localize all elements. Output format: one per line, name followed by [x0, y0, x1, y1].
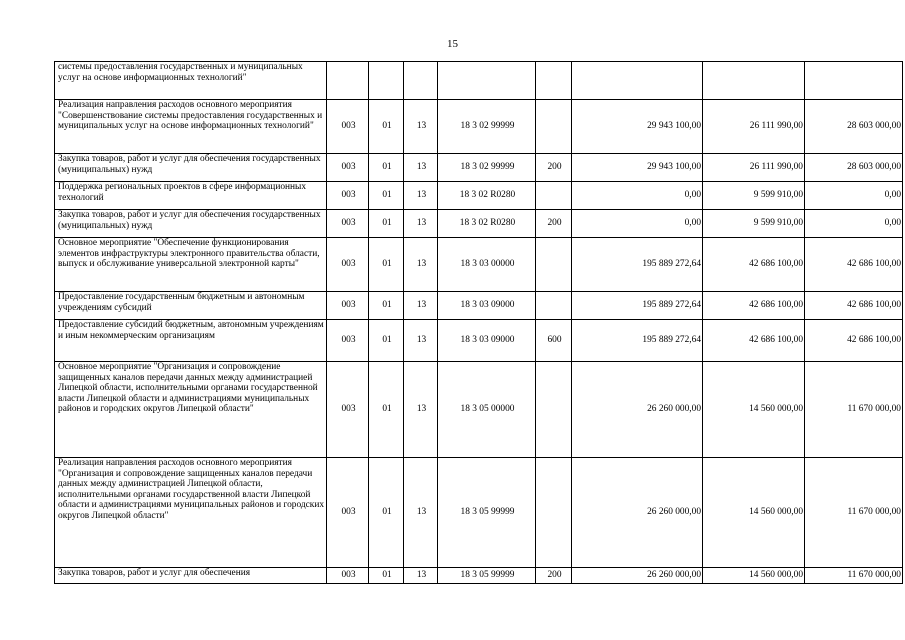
cell-amount-year1: 0,00	[572, 210, 703, 238]
cell-subsection: 13	[404, 100, 438, 154]
cell-amount-year2: 26 111 990,00	[703, 154, 805, 182]
cell-amount-year2: 42 686 100,00	[703, 320, 805, 362]
table-row	[55, 362, 903, 458]
row-description: системы предоставления государственных и муниципальных услуг на основе информационных технологий"	[55, 62, 327, 100]
cell-grbs-code: 003	[327, 210, 369, 238]
cell-amount-year2: 9 599 910,00	[703, 182, 805, 210]
table-row	[55, 154, 903, 182]
cell-expense-type: 200	[536, 568, 572, 584]
cell-target-article: 18 3 02 R0280	[438, 182, 536, 210]
cell-expense-type	[536, 100, 572, 154]
cell-amount-year2: 14 560 000,00	[703, 362, 805, 458]
page-number: 15	[447, 38, 458, 50]
cell-grbs-code	[327, 62, 369, 100]
cell-grbs-code: 003	[327, 182, 369, 210]
cell-target-article: 18 3 02 99999	[438, 154, 536, 182]
cell-grbs-code: 003	[327, 292, 369, 320]
cell-amount-year1: 195 889 272,64	[572, 238, 703, 292]
cell-expense-type	[536, 238, 572, 292]
table-row	[55, 210, 903, 238]
cell-amount-year2	[703, 62, 805, 100]
cell-grbs-code: 003	[327, 238, 369, 292]
cell-expense-type	[536, 182, 572, 210]
table-row	[55, 320, 903, 362]
cell-amount-year1: 195 889 272,64	[572, 292, 703, 320]
cell-amount-year1	[572, 62, 703, 100]
cell-subsection	[404, 62, 438, 100]
cell-subsection: 13	[404, 154, 438, 182]
budget-table	[54, 61, 903, 584]
cell-target-article: 18 3 03 09000	[438, 320, 536, 362]
cell-amount-year1: 0,00	[572, 182, 703, 210]
row-description: Реализация направления расходов основного мероприятия "Организация и сопровождение защищенных каналов передачи данных между администрацией Липецкой области, исполнительными органами государственной власти Липецкой области и администрациями муниципальных районов и городских округов Липецкой области"	[55, 458, 327, 568]
row-description: Поддержка региональных проектов в сфере информационных технологий	[55, 182, 327, 210]
cell-section: 01	[369, 154, 404, 182]
cell-target-article: 18 3 03 00000	[438, 238, 536, 292]
table-row	[55, 458, 903, 568]
cell-amount-year1: 26 260 000,00	[572, 568, 703, 584]
cell-amount-year3: 0,00	[805, 210, 903, 238]
cell-section: 01	[369, 100, 404, 154]
cell-amount-year3: 28 603 000,00	[805, 154, 903, 182]
cell-amount-year3: 0,00	[805, 182, 903, 210]
cell-amount-year3: 42 686 100,00	[805, 320, 903, 362]
cell-target-article	[438, 62, 536, 100]
cell-subsection: 13	[404, 182, 438, 210]
row-description: Основное мероприятие "Обеспечение функционирования элементов инфраструктуры электронного правительства области, выпуск и обслуживание универсальной электронной карты"	[55, 238, 327, 292]
row-description: Закупка товаров, работ и услуг для обеспечения государственных (муниципальных) нужд	[55, 154, 327, 182]
cell-amount-year3: 11 670 000,00	[805, 362, 903, 458]
cell-amount-year3: 11 670 000,00	[805, 458, 903, 568]
cell-grbs-code: 003	[327, 320, 369, 362]
cell-section: 01	[369, 362, 404, 458]
cell-grbs-code: 003	[327, 154, 369, 182]
cell-expense-type: 600	[536, 320, 572, 362]
cell-subsection: 13	[404, 362, 438, 458]
cell-target-article: 18 3 03 09000	[438, 292, 536, 320]
cell-subsection: 13	[404, 458, 438, 568]
cell-amount-year1: 29 943 100,00	[572, 100, 703, 154]
cell-subsection: 13	[404, 292, 438, 320]
cell-target-article: 18 3 02 99999	[438, 100, 536, 154]
cell-grbs-code: 003	[327, 100, 369, 154]
cell-section: 01	[369, 568, 404, 584]
cell-section: 01	[369, 210, 404, 238]
cell-amount-year3: 11 670 000,00	[805, 568, 903, 584]
table-row	[55, 238, 903, 292]
cell-amount-year2: 9 599 910,00	[703, 210, 805, 238]
row-description: Предоставление субсидий бюджетным, автономным учреждениям и иным некоммерческим организациям	[55, 320, 327, 362]
cell-amount-year1: 26 260 000,00	[572, 458, 703, 568]
cell-section: 01	[369, 320, 404, 362]
cell-expense-type	[536, 62, 572, 100]
cell-expense-type	[536, 458, 572, 568]
cell-subsection: 13	[404, 568, 438, 584]
cell-section: 01	[369, 292, 404, 320]
table-row	[55, 292, 903, 320]
cell-subsection: 13	[404, 238, 438, 292]
cell-section: 01	[369, 458, 404, 568]
row-description: Закупка товаров, работ и услуг для обеспечения государственных (муниципальных) нужд	[55, 210, 327, 238]
cell-target-article: 18 3 05 99999	[438, 458, 536, 568]
cell-amount-year2: 26 111 990,00	[703, 100, 805, 154]
cell-amount-year3	[805, 62, 903, 100]
table-row	[55, 568, 903, 584]
cell-amount-year3: 42 686 100,00	[805, 292, 903, 320]
cell-amount-year2: 42 686 100,00	[703, 292, 805, 320]
cell-expense-type	[536, 292, 572, 320]
table-row	[55, 182, 903, 210]
cell-amount-year2: 14 560 000,00	[703, 568, 805, 584]
cell-expense-type	[536, 362, 572, 458]
cell-amount-year2: 14 560 000,00	[703, 458, 805, 568]
cell-section: 01	[369, 182, 404, 210]
cell-amount-year2: 42 686 100,00	[703, 238, 805, 292]
cell-section: 01	[369, 238, 404, 292]
row-description: Предоставление государственным бюджетным и автономным учреждениям субсидий	[55, 292, 327, 320]
cell-amount-year1: 26 260 000,00	[572, 362, 703, 458]
cell-amount-year3: 42 686 100,00	[805, 238, 903, 292]
cell-subsection: 13	[404, 320, 438, 362]
cell-grbs-code: 003	[327, 362, 369, 458]
cell-amount-year3: 28 603 000,00	[805, 100, 903, 154]
cell-grbs-code: 003	[327, 458, 369, 568]
cell-grbs-code: 003	[327, 568, 369, 584]
cell-target-article: 18 3 05 99999	[438, 568, 536, 584]
table-row	[55, 62, 903, 100]
cell-expense-type: 200	[536, 210, 572, 238]
table-row	[55, 100, 903, 154]
row-description: Основное мероприятие "Организация и сопровождение защищенных каналов передачи данных между администрацией Липецкой области, исполнительными органами государственной власти Липецкой области и администрациями муниципальных районов и городских округов Липецкой области"	[55, 362, 327, 458]
table-body	[55, 62, 903, 584]
cell-expense-type: 200	[536, 154, 572, 182]
cell-amount-year1: 29 943 100,00	[572, 154, 703, 182]
cell-amount-year1: 195 889 272,64	[572, 320, 703, 362]
cell-section	[369, 62, 404, 100]
row-description: Реализация направления расходов основного мероприятия "Совершенствование системы предоставления государственных и муниципальных услуг на основе информационных технологий"	[55, 100, 327, 154]
cell-target-article: 18 3 05 00000	[438, 362, 536, 458]
row-description: Закупка товаров, работ и услуг для обеспечения	[55, 568, 327, 584]
cell-target-article: 18 3 02 R0280	[438, 210, 536, 238]
cell-subsection: 13	[404, 210, 438, 238]
